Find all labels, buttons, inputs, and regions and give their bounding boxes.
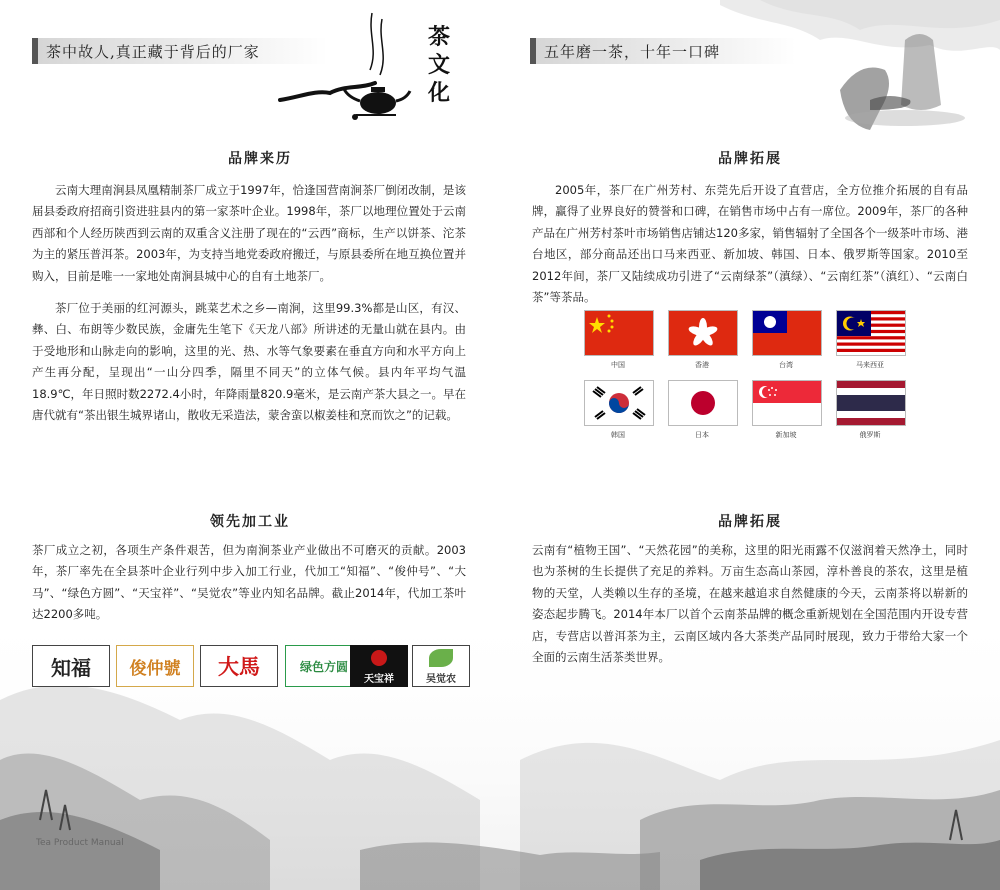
processing-paragraph: 茶厂成立之初，各项生产条件艰苦，但为南涧茶业产业做出不可磨灭的贡献。2003年，茶厂率先在全县茶叶企业行列中步入加工行业，代加工“知福”、“俊仲号”、“大马”、“绿色方圆”、“天宝祥”、“吴觉农”等业内知名品牌。截止2014年，代加工茶叶达2200多吨。 [32, 543, 466, 622]
brand-origin-paragraph-1: 云南大理南涧县凤凰精制茶厂成立于1997年，恰逢国营南涧茶厂倒闭改制，是该届县委政府招商引资进驻县内的第一家茶叶企业。1998年，茶厂以地理位置处于云南西部和个人经历陕西到云南的双重含义注册了现在的“云西”商标，生产以饼茶、沱茶为主的紧压普洱茶。2003年，为支持当地党委政府搬迁，与原县委所在地互换位置并购入，目前是唯一一家地处南涧县城中心的自有土地茶厂。 [32, 183, 466, 283]
brand-expansion-paragraph-2: 云南有“植物王国”、“天然花园”的美称，这里的阳光雨露不仅滋润着天然净土，同时也为茶树的生长提供了充足的养料。万亩生态高山茶园，淳朴善良的茶农，这里是植物的天堂，人类赖以生存的圣境，在越来越追求自然健康的今天，云南茶将以崭新的姿态起步腾飞。2014年本厂以首个云南茶品牌的概念重新规划在全国范围内开设专营店，专营店以普洱茶为主，云南区域内各大茶类产品同时展现，致力于带给大家一个全面的云南生活茶类世界。 [532, 543, 968, 665]
brand-expansion-paragraph: 2005年，茶厂在广州芳村、东莞先后开设了直营店，全方位推介拓展的自有品牌，赢得了业界良好的赞誉和口碑，在销售市场中占有一席位。2009年，茶厂的各种产品在广州芳村茶叶市场销售店铺达120多家，销售辐射了全国各个一级茶叶市场、港台地区，部分商品还出口马来西亚、新加坡、韩国、日本、俄罗斯等国家。2010至2012年间，茶厂又陆续成功引进了“云南绿茶”（滇绿）、“云南红茶”（滇红）、“云南白茶”等茶品。 [532, 183, 968, 305]
flag-china [584, 310, 654, 356]
flag-caption: 马来西亚 [856, 361, 884, 369]
footer-manual-label: Tea Product Manual [36, 838, 124, 848]
section-title-brand-origin: 品牌来历 [228, 151, 292, 167]
flag-caption: 俄罗斯 [859, 431, 881, 439]
section-title-processing: 领先加工业 [210, 514, 290, 530]
header-left-text: 茶中故人,真正藏于背后的厂家 [46, 43, 260, 61]
header-right-bar [530, 38, 796, 64]
flag-south-korea [584, 380, 654, 426]
flag-malaysia [836, 310, 906, 356]
flag-caption: 韩国 [611, 431, 625, 439]
leaf-icon [429, 649, 453, 667]
brand-logo-wujuenong: 吴觉农 [412, 645, 470, 687]
calligraphy-text: 茶文化 [428, 24, 451, 106]
brand-logo-tianbaoxiang: 天宝祥 [350, 645, 408, 687]
flag-japan [668, 380, 738, 426]
brand-logo-zhifu: 知福 [32, 645, 110, 687]
section-title-brand-expansion-2: 品牌拓展 [718, 514, 782, 530]
flag-caption: 台湾 [779, 361, 793, 369]
flag-taiwan [752, 310, 822, 356]
flag-hong-kong [668, 310, 738, 356]
flag-caption: 日本 [695, 431, 709, 439]
tea-culture-calligraphy-logo [260, 5, 500, 125]
section-title-brand-expansion: 品牌拓展 [718, 151, 782, 167]
red-flower-icon [371, 650, 387, 666]
brand-logo-junzhonghao: 俊仲號 [116, 645, 194, 687]
flag-caption: 新加坡 [775, 431, 797, 439]
flag-russia-caption-thai-stripes [836, 380, 906, 426]
brand-origin-paragraph-2: 茶厂位于美丽的红河源头，跳菜艺术之乡—南涧，这里99.3%都是山区，有汉、彝、白、布朗等少数民族，金庸先生笔下《天龙八部》所讲述的无量山就在县内。由于受地形和山脉走向的影响，这里的光、热、水等气象要素在垂直方向和水平方向上产生再分配，呈现出“一山分四季，隔里不同天”的立体气候。县内年平均气温18.9℃，年日照时数2272.4小时，年降雨量820.9毫米，是云南产茶大县之一。早在唐代就有“茶出银生城界诸山，散收无采造法，蒙舍蛮以椒姜桂和烹而饮之”的记载。 [32, 301, 466, 423]
brand-logo-lvse-fangyuan: 绿色方圆 [285, 645, 363, 687]
flag-singapore [752, 380, 822, 426]
brand-logo-dama: 大馬 [200, 645, 278, 687]
flag-caption: 中国 [611, 361, 625, 369]
header-right-text: 五年磨一茶，十年一口碑 [544, 43, 721, 61]
teapot-ink-icon [260, 5, 500, 125]
flag-caption: 香港 [695, 361, 709, 369]
